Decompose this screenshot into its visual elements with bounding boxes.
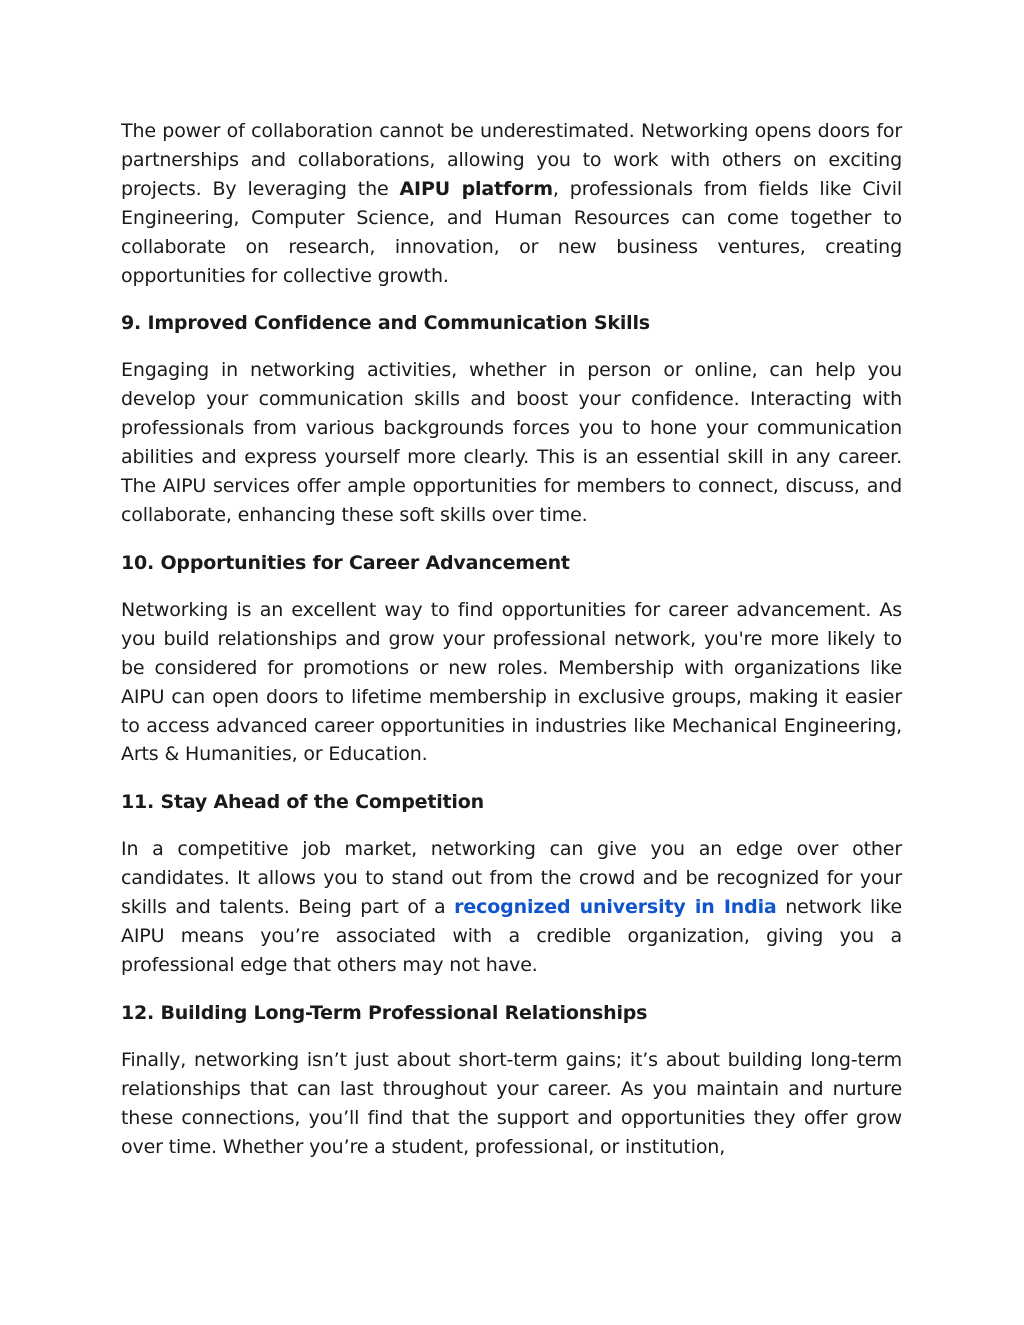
- section-10-paragraph: Networking is an excellent way to find opportunities for career advancement. As you build relationships and grow your professional network, you're more likely to be considered for promotions or new roles. Membership with organizations like AIPU can open doors to lifetime membership in exclusive groups, making it easier to access advanced career opportunities in industries like Mechanical Engineering, Arts & Humanities, or Education.: [121, 598, 902, 766]
- section-9-heading: 9. Improved Confidence and Communication Skills: [121, 312, 650, 335]
- intro-paragraph: [121, 117, 902, 290]
- section-11-text-2: network like AIPU means you’re associated with a credible organization, giving you a professional edge that others may not have.: [121, 896, 902, 976]
- section-11-text-1: In a competitive job market, networking can give you an edge over other candidates. It allows you to stand out from the crowd and be recognized for your skills and talents. Being part of a: [121, 838, 902, 919]
- document-page: [121, 117, 902, 1161]
- intro-text-1: The power of collaboration cannot be underestimated. Networking opens doors for partnerships and collaborations, allowing you to work with others on exciting projects. By leveraging the: [121, 120, 902, 200]
- section-12-heading: 12. Building Long-Term Professional Relationships: [121, 1001, 648, 1024]
- recognized-university-link[interactable]: recognized university in India: [454, 896, 777, 919]
- section-11-paragraph: [121, 835, 902, 980]
- section-9-paragraph: Engaging in networking activities, whether in person or online, can help you develop your communication skills and boost your confidence. Interacting with professionals from various backgrounds forces you to hone your communication abilities and express yourself more clearly. This is an essential skill in any career. The AIPU services offer ample opportunities for members to connect, discuss, and collaborate, enhancing these soft skills over time.: [121, 359, 902, 526]
- section-12-paragraph: Finally, networking isn’t just about short-term gains; it’s about building long-term relationships that can last throughout your career. As you maintain and nurture these connections, you’ll find that the support and opportunities they offer grow over time. Whether you’re a student, professional, or institution,: [121, 1048, 902, 1158]
- section-11-heading: 11. Stay Ahead of the Competition: [121, 791, 484, 814]
- section-10-heading: 10. Opportunities for Career Advancement: [121, 551, 570, 574]
- intro-text-2: , professionals from fields like Civil Engineering, Computer Science, and Human Resources can come together to collaborate on research, innovation, or new business ventures, creating opportunities for collective growth.: [121, 177, 902, 287]
- aipu-platform-bold: AIPU platform: [399, 177, 553, 200]
